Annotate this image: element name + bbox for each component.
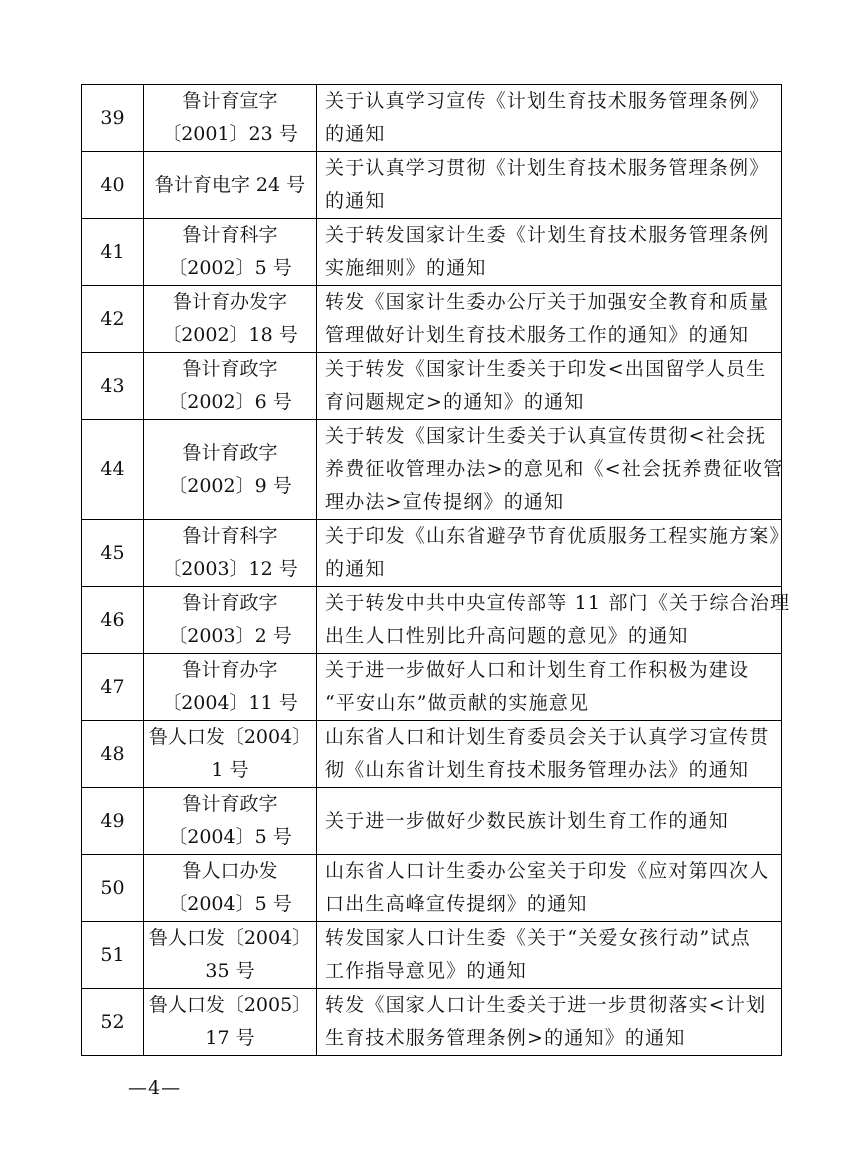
- document-title-line: 关于转发《国家计生委关于认真宣传贯彻<社会抚: [325, 425, 767, 447]
- document-title-cell: [317, 353, 782, 420]
- document-title-line: 山东省人口计生委办公室关于印发《应对第四次人: [325, 860, 770, 882]
- document-title-line: 的通知: [325, 558, 386, 580]
- document-title-cell: [317, 420, 782, 520]
- document-title-line: 彻《山东省计划生育技术服务管理办法》的通知: [325, 759, 750, 781]
- document-title-line: 转发国家人口计生委《关于“关爱女孩行动”试点: [325, 927, 751, 949]
- document-title-line: 管理做好计划生育技术服务工作的通知》的通知: [325, 324, 750, 346]
- document-title-line: “平安山东”做贡献的实施意见: [325, 692, 590, 714]
- document-title-cell: [317, 587, 791, 654]
- document-number-line: 17 号: [205, 1027, 255, 1049]
- document-title-cell: [317, 85, 782, 152]
- document-number-cell: [144, 219, 317, 286]
- document-title-line: 转发《国家计生委办公厅关于加强安全教育和质量: [325, 291, 770, 313]
- document-number-line: 鲁人口发〔2004〕: [148, 927, 312, 949]
- document-number-cell: [144, 587, 317, 654]
- document-number-line: 鲁计育科字: [182, 525, 278, 547]
- table-row: [82, 286, 782, 353]
- row-number-cell: 49: [82, 788, 144, 855]
- document-title-line: 关于转发中共中央宣传部等 11 部门《关于综合治理: [325, 592, 791, 614]
- row-number-cell: 41: [82, 219, 144, 286]
- row-number-cell: 52: [82, 989, 144, 1056]
- document-title-line: 口出生高峰宣传提纲》的通知: [325, 893, 588, 915]
- document-title-line: 工作指导意见》的通知: [325, 960, 528, 982]
- document-number-line: 〔2004〕11 号: [162, 692, 298, 714]
- document-number-line: 鲁计育政字: [182, 592, 278, 614]
- document-title-line: 关于认真学习宣传《计划生育技术服务管理条例》: [325, 90, 770, 112]
- document-title-cell: [317, 855, 782, 922]
- document-number-line: 〔2003〕12 号: [162, 558, 298, 580]
- document-number-line: 35 号: [205, 960, 255, 982]
- document-title-line: 养费征收管理办法>的意见和《<社会抚养费征收管: [325, 458, 784, 480]
- document-title-line: 出生人口性别比升高问题的意见》的通知: [325, 625, 689, 647]
- row-number-cell: 45: [82, 520, 144, 587]
- document-number-cell: [144, 520, 317, 587]
- document-number-cell: [144, 721, 317, 788]
- row-number-cell: 39: [82, 85, 144, 152]
- row-number-cell: 44: [82, 420, 144, 520]
- row-number-cell: 51: [82, 922, 144, 989]
- document-title-cell: [317, 922, 782, 989]
- document-title-line: 关于转发国家计生委《计划生育技术服务管理条例: [325, 224, 770, 246]
- document-number-line: 鲁人口发〔2004〕: [148, 726, 312, 748]
- document-number-cell: [144, 420, 317, 520]
- table-row: [82, 989, 782, 1056]
- document-number-cell: [144, 654, 317, 721]
- row-number-cell: 43: [82, 353, 144, 420]
- document-title-line: 关于转发《国家计生委关于印发<出国留学人员生: [325, 358, 767, 380]
- document-number-line: 〔2002〕5 号: [168, 257, 292, 279]
- document-number-cell: [144, 286, 317, 353]
- table-row: [82, 353, 782, 420]
- document-number-line: 鲁计育办发字: [172, 291, 287, 313]
- document-number-line: 〔2002〕6 号: [168, 391, 292, 413]
- document-title-line: 转发《国家人口计生委关于进一步贯彻落实<计划: [325, 994, 767, 1016]
- document-title-line: 关于认真学习贯彻《计划生育技术服务管理条例》: [325, 157, 770, 179]
- document-title-cell: [317, 989, 782, 1056]
- document-title-cell: [317, 520, 790, 587]
- document-number-cell: [144, 855, 317, 922]
- row-number-cell: 46: [82, 587, 144, 654]
- document-number-line: 〔2002〕18 号: [162, 324, 298, 346]
- row-number-cell: 40: [82, 152, 144, 219]
- document-title-cell: [317, 788, 782, 855]
- table-row: [82, 587, 782, 654]
- table-row: [82, 219, 782, 286]
- table-row: [82, 520, 782, 587]
- document-number-line: 鲁人口发〔2005〕: [148, 994, 312, 1016]
- row-number-cell: 47: [82, 654, 144, 721]
- document-list-table: [81, 84, 791, 1056]
- document-number-line: 鲁计育政字: [182, 358, 278, 380]
- document-number-line: 1 号: [211, 759, 249, 781]
- document-title-line: 关于印发《山东省避孕节育优质服务工程实施方案》: [325, 525, 790, 547]
- document-title-cell: [317, 219, 782, 286]
- row-number-cell: 42: [82, 286, 144, 353]
- document-number-line: 〔2004〕5 号: [168, 893, 292, 915]
- document-number-line: 鲁计育政字: [182, 793, 278, 815]
- table-row: [82, 855, 782, 922]
- document-number-cell: [144, 152, 317, 219]
- row-number-cell: 48: [82, 721, 144, 788]
- document-title-line: 关于进一步做好少数民族计划生育工作的通知: [325, 809, 730, 832]
- document-title-cell: [317, 152, 782, 219]
- document-number-line: 鲁人口办发: [182, 860, 278, 882]
- document-number-line: 鲁计育电字 24 号: [154, 173, 306, 196]
- document-number-line: 〔2002〕9 号: [168, 474, 292, 497]
- table-row: [82, 85, 782, 152]
- document-title-line: 的通知: [325, 190, 386, 212]
- document-title-line: 生育技术服务管理条例>的通知》的通知: [325, 1027, 686, 1049]
- document-number-cell: [144, 989, 317, 1056]
- document-number-line: 鲁计育宣字: [182, 90, 278, 112]
- table-row: [82, 922, 782, 989]
- row-number-cell: 50: [82, 855, 144, 922]
- document-title-cell: [317, 721, 782, 788]
- document-number-line: 鲁计育政字: [182, 441, 278, 464]
- document-title-line: 的通知: [325, 123, 386, 145]
- table-row: [82, 788, 782, 855]
- document-number-cell: [144, 353, 317, 420]
- document-number-cell: [144, 922, 317, 989]
- document-title-line: 育问题规定>的通知》的通知: [325, 391, 585, 413]
- table-body: [82, 85, 791, 1056]
- document-number-line: 〔2001〕23 号: [162, 123, 298, 145]
- document-title-line: 理办法>宣传提纲》的通知: [325, 491, 565, 513]
- table-row: [82, 654, 782, 721]
- document-title-line: 实施细则》的通知: [325, 257, 487, 279]
- document-number-line: 〔2004〕5 号: [168, 826, 292, 848]
- document-title-line: 山东省人口和计划生育委员会关于认真学习宣传贯: [325, 726, 770, 748]
- table-row: [82, 420, 782, 520]
- document-number-line: 鲁计育科字: [182, 224, 278, 246]
- document-title-cell: [317, 286, 782, 353]
- table-row: [82, 721, 782, 788]
- document-number-line: 〔2003〕2 号: [168, 625, 292, 647]
- document-number-line: 鲁计育办字: [182, 659, 278, 681]
- document-number-cell: [144, 85, 317, 152]
- page-number: —4—: [128, 1077, 182, 1099]
- document-number-cell: [144, 788, 317, 855]
- document-title-line: 关于进一步做好人口和计划生育工作积极为建设: [325, 659, 750, 681]
- document-title-cell: [317, 654, 782, 721]
- table-row: [82, 152, 782, 219]
